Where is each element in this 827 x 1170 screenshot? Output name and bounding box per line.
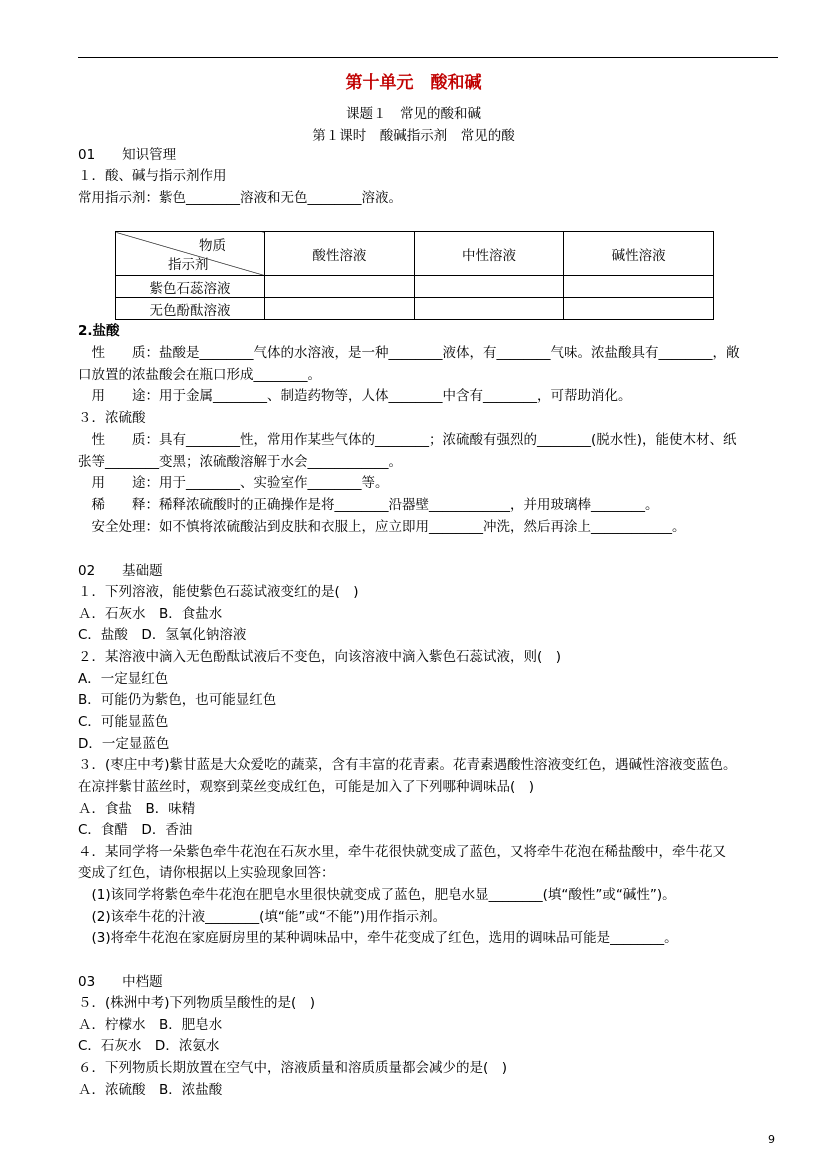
question-line: ５．(株洲中考)下列物质呈酸性的是( ) [78, 995, 316, 1011]
table-cell [564, 298, 714, 320]
table-cell [265, 298, 415, 320]
corner-bottom-label: 指示剂 [168, 257, 209, 273]
option-line: C．可能显蓝色 [78, 714, 169, 730]
unit-title: 第十单元 酸和碱 [345, 73, 482, 93]
option-line: C．石灰水 D．浓氨水 [78, 1038, 220, 1054]
heading-h2so4: ３．浓硫酸 [78, 410, 146, 426]
row-header-litmus: 紫色石蕊溶液 [116, 276, 265, 298]
option-line: Ａ．浓硫酸 B．浓盐酸 [78, 1082, 223, 1098]
hcl-line: 用 途：用于金属________、制造药物等，人体________中含有________，可帮助消化。 [78, 388, 632, 404]
option-line: Ａ．柠檬水 B．肥皂水 [78, 1017, 223, 1033]
col-header-basic: 碱性溶液 [564, 232, 714, 276]
col-header-neutral: 中性溶液 [414, 232, 564, 276]
hcl-line: 口放置的浓盐酸会在瓶口形成________。 [78, 367, 321, 383]
lesson-title: 课题１ 常见的酸和碱 [346, 106, 481, 122]
h2so4-line: 稀 释：稀释浓硫酸时的正确操作是将________沿器壁____________，并用玻璃棒________。 [78, 497, 659, 513]
option-line: C．食醋 D．香油 [78, 822, 193, 838]
page-number: 9 [768, 1133, 775, 1146]
question-line: ３．(枣庄中考)紫甘蓝是大众爱吃的蔬菜，含有丰富的花青素。花青素遇酸性溶液变红色，遇碱性溶液变蓝色。 [78, 757, 737, 773]
heading-indicators: １．酸、碱与指示剂作用 [78, 168, 227, 184]
question-line: ４．某同学将一朵紫色牵牛花泡在石灰水里，牵牛花很快就变成了蓝色，又将牵牛花泡在稀盐酸中，牵牛花又 [78, 844, 726, 860]
indicators-line: 常用指示剂：紫色________溶液和无色________溶液。 [78, 190, 402, 206]
table-cell [414, 276, 564, 298]
question-line: １．下列溶液，能使紫色石蕊试液变红的是( ) [78, 584, 359, 600]
table-cell [414, 298, 564, 320]
question-line: 在凉拌紫甘蓝丝时，观察到菜丝变成红色，可能是加入了下列哪种调味品( ) [78, 779, 535, 795]
question-line: 变成了红色，请你根据以上实验现象回答： [78, 865, 335, 881]
h2so4-line: 用 途：用于________、实验室作________等。 [78, 475, 389, 491]
section-01-label: 01 知识管理 [78, 147, 177, 163]
corner-top-label: 物质 [199, 238, 226, 254]
option-line: B．可能仍为紫色，也可能显红色 [78, 692, 277, 708]
option-line: Ａ．食盐 B．味精 [78, 801, 196, 817]
section-03-label: 03 中档题 [78, 974, 163, 990]
table-corner-cell [116, 232, 265, 276]
h2so4-line: 性 质：具有________性，常用作某些气体的________；浓硫酸有强烈的________(脱水性)，能使木材、纸 [78, 432, 737, 448]
h2so4-line: 张等________变黑；浓硫酸溶解于水会____________。 [78, 454, 402, 470]
header-rule [78, 57, 778, 58]
section-02-label: 02 基础题 [78, 563, 163, 579]
table-cell [265, 276, 415, 298]
option-line: A．一定显红色 [78, 671, 169, 687]
h2so4-line: 安全处理：如不慎将浓硫酸沾到皮肤和衣服上，应立即用________冲洗，然后再涂上____________。 [78, 519, 686, 535]
question-line: ６．下列物质长期放置在空气中，溶液质量和溶质质量都会减少的是( ) [78, 1060, 508, 1076]
subquestion-line: (2)该牵牛花的汁液________(填“能”或“不能”)用作指示剂。 [78, 909, 447, 925]
subquestion-line: (3)将牵牛花泡在家庭厨房里的某种调味品中，牵牛花变成了红色，选用的调味品可能是________。 [78, 930, 678, 946]
option-line: C．盐酸 D．氢氧化钠溶液 [78, 627, 247, 643]
indicator-table [115, 231, 714, 320]
question-line: ２．某溶液中滴入无色酚酞试液后不变色，向该溶液中滴入紫色石蕊试液，则( ) [78, 649, 562, 665]
hcl-line: 性 质：盐酸是________气体的水溶液，是一种________液体，有________气味。浓盐酸具有________，敞 [78, 345, 740, 361]
heading-hcl: 2.盐酸 [78, 323, 120, 339]
col-header-acidic: 酸性溶液 [265, 232, 415, 276]
option-line: D．一定显蓝色 [78, 736, 170, 752]
row-header-phenolphthalein: 无色酚酞溶液 [116, 298, 265, 320]
period-title: 第１课时 酸碱指示剂 常见的酸 [312, 128, 515, 144]
option-line: Ａ．石灰水 B．食盐水 [78, 606, 223, 622]
table-cell [564, 276, 714, 298]
subquestion-line: (1)该同学将紫色牵牛花泡在肥皂水里很快就变成了蓝色，肥皂水显________(填“酸性”或“碱性”)。 [78, 887, 676, 903]
